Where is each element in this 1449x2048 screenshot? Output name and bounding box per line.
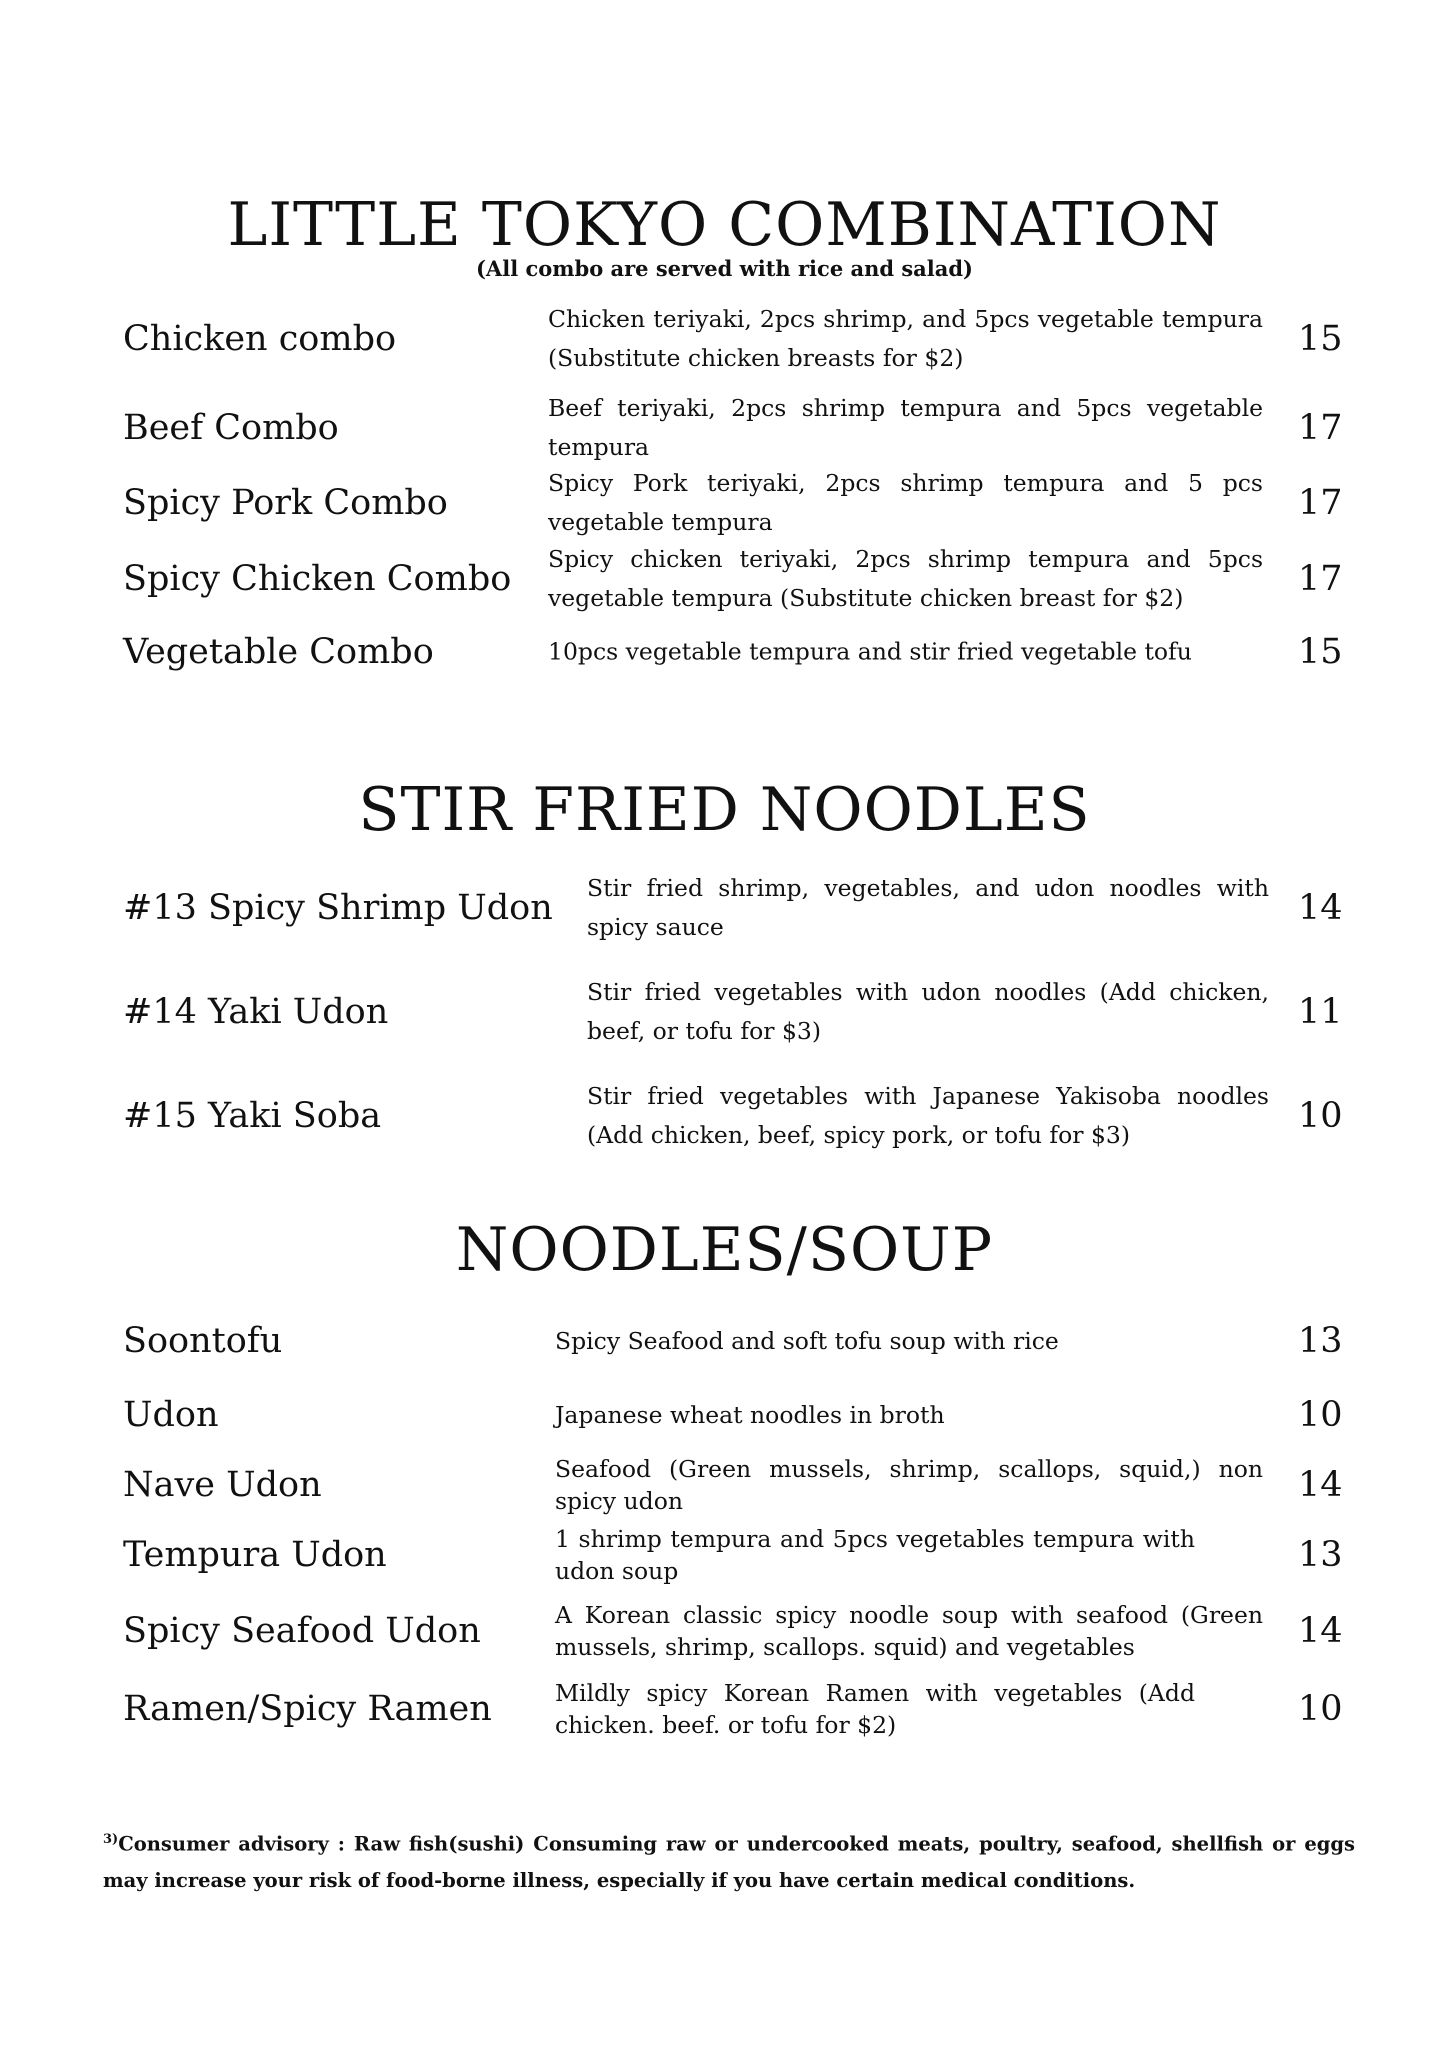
section-title-combination: LITTLE TOKYO COMBINATION [227,190,1222,260]
section-title-noodles-soup: NOODLES/SOUP [455,1215,994,1285]
item-price: 17 [1298,483,1343,523]
item-name: Tempura Udon [123,1535,387,1575]
item-price: 15 [1298,632,1343,672]
item-price: 14 [1298,1465,1343,1505]
item-price: 10 [1298,1395,1343,1435]
item-name: Chicken combo [123,319,397,359]
item-price: 17 [1298,559,1343,599]
item-description: 1 shrimp tempura and 5pcs vegetables tempura with udon soup [555,1525,1195,1585]
item-name: #13 Spicy Shrimp Udon [123,888,553,928]
item-description: Stir fried shrimp, vegetables, and udon noodles with spicy sauce [587,874,1269,941]
item-price: 14 [1298,1611,1343,1651]
item-price: 13 [1298,1321,1343,1361]
item-price: 10 [1298,1096,1343,1136]
item-description: Spicy chicken teriyaki, 2pcs shrimp tempura and 5pcs vegetable tempura (Substitute chicken breast for $2) [548,545,1263,612]
item-description: Japanese wheat noodles in broth [555,1401,945,1429]
item-description: Spicy Pork teriyaki, 2pcs shrimp tempura and 5 pcs vegetable tempura [548,469,1263,536]
item-name: Udon [123,1395,219,1435]
item-description: 10pcs vegetable tempura and stir fried vegetable tofu [548,637,1192,666]
item-description: Spicy Seafood and soft tofu soup with rice [555,1327,1059,1355]
section-title-stir-fried-noodles: STIR FRIED NOODLES [358,775,1091,845]
item-name: Spicy Seafood Udon [123,1611,481,1651]
item-price: 15 [1298,319,1343,359]
item-description: Beef teriyaki, 2pcs shrimp tempura and 5pcs vegetable tempura [548,394,1263,461]
item-description: A Korean classic spicy noodle soup with seafood (Green mussels, shrimp, scallops. squid) and vegetables [555,1601,1263,1661]
item-name: Spicy Pork Combo [123,483,448,523]
item-name: Vegetable Combo [123,632,434,672]
item-name: Beef Combo [123,408,339,448]
item-description: Chicken teriyaki, 2pcs shrimp, and 5pcs vegetable tempura (Substitute chicken breasts for $2) [548,305,1263,372]
section-subtitle-combination: (All combo are served with rice and salad) [476,256,973,281]
item-name: Nave Udon [123,1465,322,1505]
item-name: #14 Yaki Udon [123,992,389,1032]
item-name: #15 Yaki Soba [123,1096,382,1136]
item-price: 10 [1298,1689,1343,1729]
item-name: Spicy Chicken Combo [123,559,512,599]
item-price: 17 [1298,408,1343,448]
item-price: 11 [1298,992,1343,1032]
consumer-advisory [103,1822,1355,1899]
item-description: Seafood (Green mussels, shrimp, scallops, squid,) non spicy udon [555,1455,1263,1515]
item-name: Ramen/Spicy Ramen [123,1689,492,1729]
footnote-marker: 3) [103,1832,119,1847]
item-price: 14 [1298,888,1343,928]
item-description: Stir fried vegetables with Japanese Yakisoba noodles (Add chicken, beef, spicy pork, or tofu for $3) [587,1082,1269,1149]
item-description: Mildly spicy Korean Ramen with vegetables (Add chicken. beef. or tofu for $2) [555,1679,1195,1739]
item-price: 13 [1298,1535,1343,1575]
item-description: Stir fried vegetables with udon noodles (Add chicken, beef, or tofu for $3) [587,978,1269,1045]
consumer-advisory-text: Consumer advisory : Raw fish(sushi) Consuming raw or undercooked meats, poultry, seafood, shellfish or eggs may increase your risk of food-borne illness, especially if you have certain medical conditions. [103,1832,1355,1892]
item-name: Soontofu [123,1321,283,1361]
